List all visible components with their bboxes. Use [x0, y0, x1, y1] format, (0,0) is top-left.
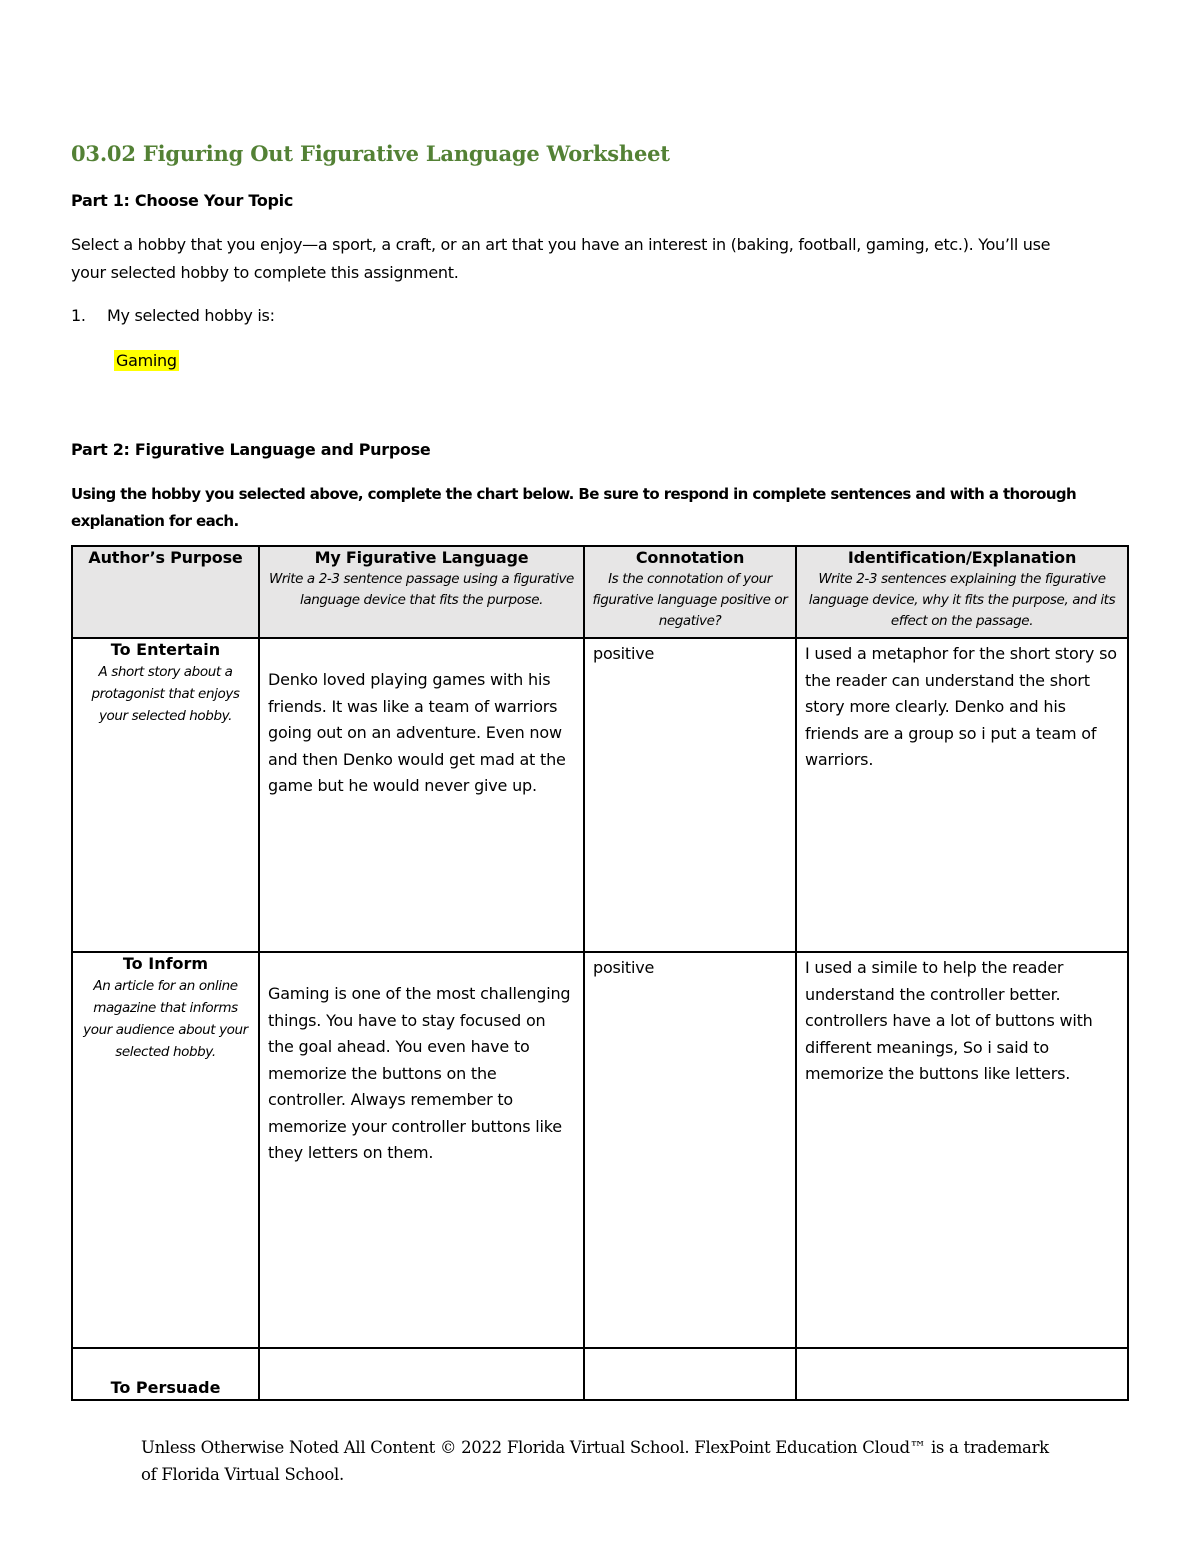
part1-intro: Select a hobby that you enjoy—a sport, a craft, or an art that you have an interest in (baking, football, gaming, etc.). You’ll use your selected hobby to complete this assignment. — [71, 235, 1051, 282]
purpose-cell-inform: To Inform An article for an online magazine that informs your audience about your selected hobby. — [72, 952, 259, 1348]
question-1 — [71, 306, 275, 325]
explanation-cell[interactable] — [796, 1348, 1128, 1400]
part2-instructions: Using the hobby you selected above, complete the chart below. Be sure to respond in complete sentences and with a thorough explanation for each. — [71, 485, 1077, 530]
figurative-language-chart — [71, 545, 1129, 1401]
table-row — [72, 1348, 1128, 1400]
copyright-footer: Unless Otherwise Noted All Content © 2022 Florida Virtual School. FlexPoint Education Cloud™ is a trademark of Florida Virtual School. — [141, 1438, 1049, 1484]
explanation-cell[interactable]: I used a simile to help the reader understand the controller better. controllers have a lot of buttons with different meanings, So i said to memorize the buttons like letters. — [796, 952, 1128, 1348]
explanation-cell[interactable]: I used a metaphor for the short story so the reader can understand the short story more clearly. Denko and his friends are a group so i put a team of warriors. — [796, 638, 1128, 952]
page-title: 03.02 Figuring Out Figurative Language Worksheet — [71, 141, 670, 166]
hobby-answer[interactable]: Gaming — [116, 351, 177, 370]
connotation-cell[interactable] — [584, 1348, 796, 1400]
purpose-cell-entertain: To Entertain A short story about a protagonist that enjoys your selected hobby. — [72, 638, 259, 952]
question-number: 1. — [71, 306, 86, 325]
part1-heading: Part 1: Choose Your Topic — [71, 191, 294, 210]
purpose-cell-persuade: To Persuade — [72, 1348, 259, 1400]
question-text: My selected hobby is: — [107, 306, 275, 325]
figurative-cell[interactable]: Gaming is one of the most challenging things. You have to stay focused on the goal ahead. You even have to memorize the buttons on the controller. Always remember to memorize your controller buttons like they letters on them. — [259, 952, 584, 1348]
header-connotation: Connotation Is the connotation of your figurative language positive or negative? — [584, 546, 796, 638]
table-row — [72, 952, 1128, 1348]
figurative-cell[interactable] — [259, 1348, 584, 1400]
figurative-cell[interactable]: Denko loved playing games with his friends. It was like a team of warriors going out on an adventure. Even now and then Denko would get mad at the game but he would never give up. — [259, 638, 584, 952]
connotation-cell[interactable]: positive — [584, 952, 796, 1348]
header-identification-explanation: Identification/Explanation Write 2-3 sentences explaining the figurative language device, why it fits the purpose, and its effect on the passage. — [796, 546, 1128, 638]
header-authors-purpose: Author’s Purpose — [72, 546, 259, 638]
header-row — [72, 546, 1128, 638]
part2-heading: Part 2: Figurative Language and Purpose — [71, 440, 431, 459]
connotation-cell[interactable]: positive — [584, 638, 796, 952]
table-row — [72, 638, 1128, 952]
header-figurative-language: My Figurative Language Write a 2-3 sentence passage using a figurative language device that fits the purpose. — [259, 546, 584, 638]
